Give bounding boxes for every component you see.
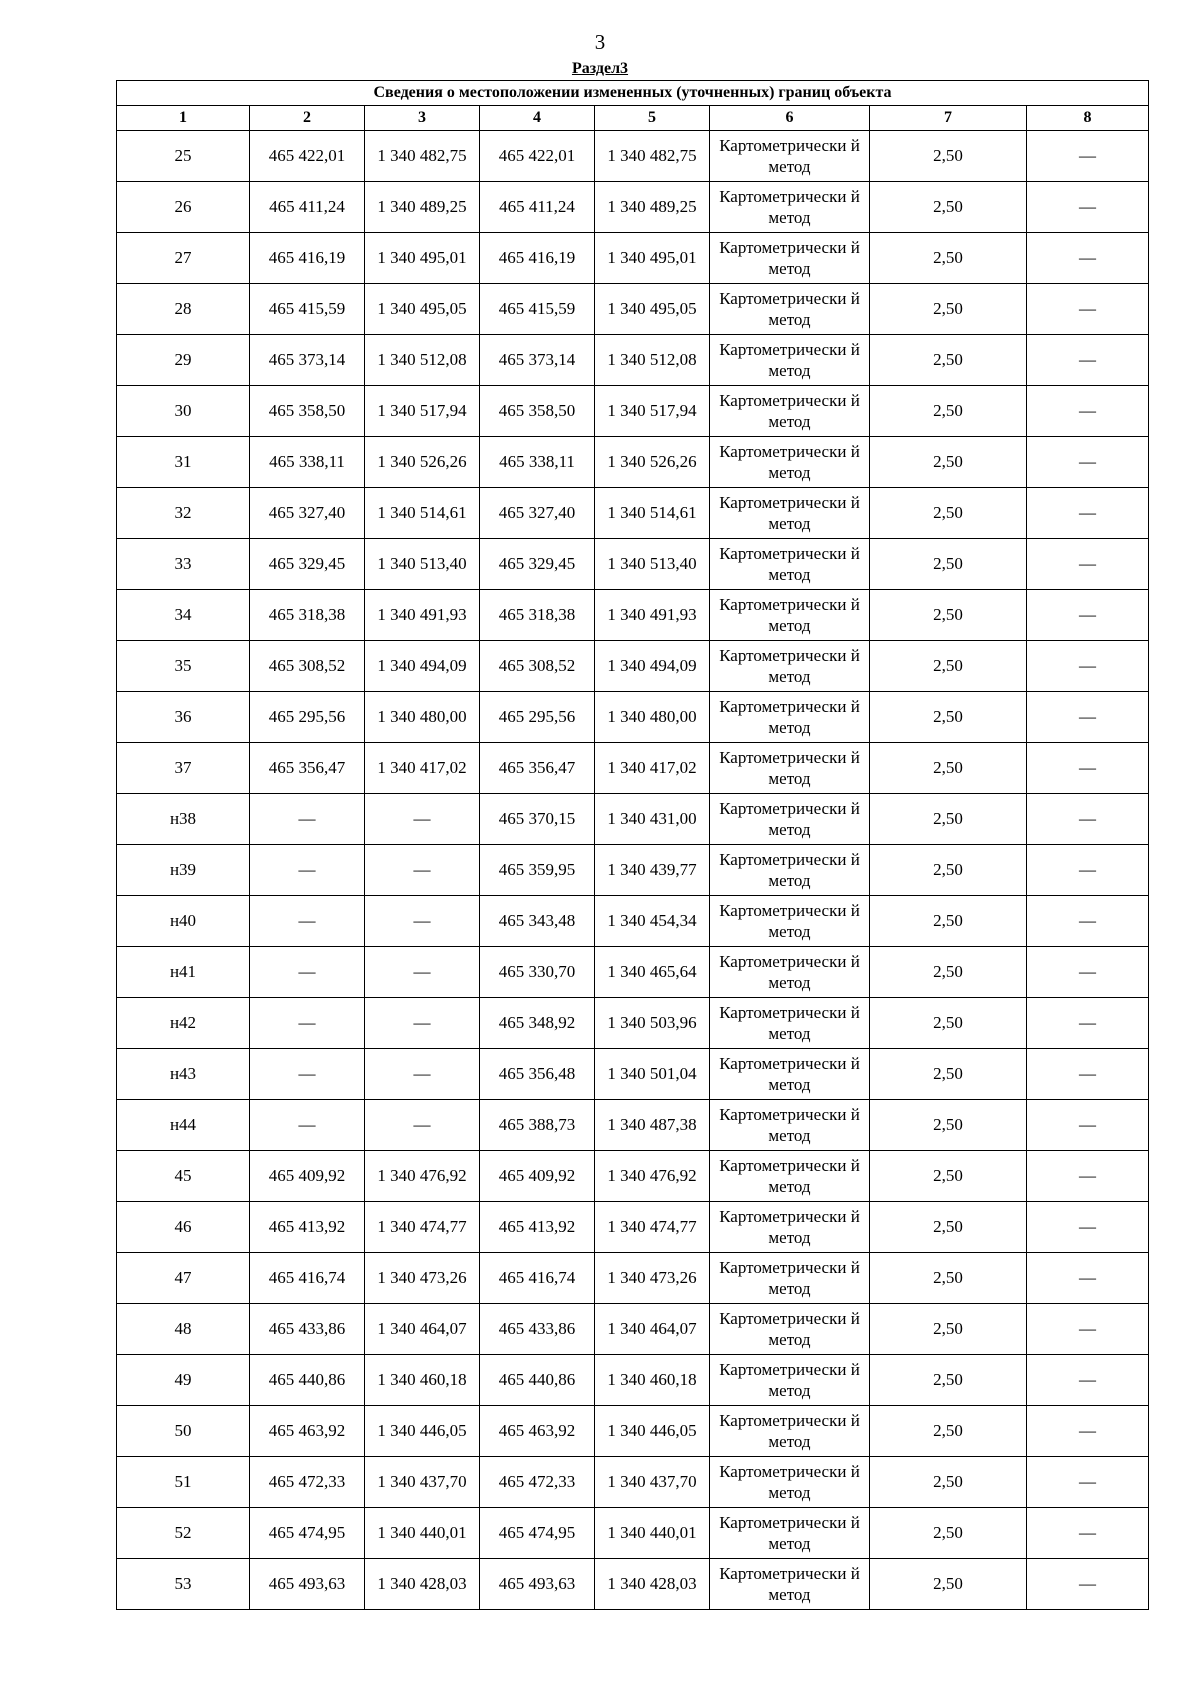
- cell-old-y: 1 340 428,03: [365, 1559, 480, 1610]
- cell-new-x: 465 370,15: [480, 794, 595, 845]
- cell-new-x: 465 308,52: [480, 641, 595, 692]
- cell-description: —: [1027, 1559, 1149, 1610]
- table-row: [117, 1457, 1149, 1508]
- cell-new-x: 465 463,92: [480, 1406, 595, 1457]
- cell-point-number: 53: [117, 1559, 250, 1610]
- cell-method: Картометрически й метод: [710, 1100, 870, 1151]
- table-row: [117, 1151, 1149, 1202]
- cell-point-number: 25: [117, 131, 250, 182]
- cell-method: Картометрически й метод: [710, 1253, 870, 1304]
- cell-method: Картометрически й метод: [710, 1559, 870, 1610]
- cell-method: Картометрически й метод: [710, 1049, 870, 1100]
- cell-old-x: 465 338,11: [250, 437, 365, 488]
- cell-old-y: 1 340 473,26: [365, 1253, 480, 1304]
- table-row: [117, 1406, 1149, 1457]
- cell-description: —: [1027, 437, 1149, 488]
- cell-description: —: [1027, 590, 1149, 641]
- cell-point-number: 30: [117, 386, 250, 437]
- cell-new-x: 465 327,40: [480, 488, 595, 539]
- cell-new-y: 1 340 446,05: [595, 1406, 710, 1457]
- column-number-row: [117, 106, 1149, 131]
- cell-old-x: —: [250, 1049, 365, 1100]
- cell-new-x: 465 472,33: [480, 1457, 595, 1508]
- cell-new-x: 465 388,73: [480, 1100, 595, 1151]
- cell-description: —: [1027, 1355, 1149, 1406]
- cell-new-y: 1 340 513,40: [595, 539, 710, 590]
- cell-point-number: н40: [117, 896, 250, 947]
- cell-new-y: 1 340 526,26: [595, 437, 710, 488]
- cell-description: —: [1027, 896, 1149, 947]
- cell-old-x: —: [250, 947, 365, 998]
- cell-description: —: [1027, 947, 1149, 998]
- table-row: [117, 998, 1149, 1049]
- cell-old-x: 465 474,95: [250, 1508, 365, 1559]
- cell-new-x: 465 359,95: [480, 845, 595, 896]
- table-caption: Сведения о местоположении измененных (уточненных) границ объекта: [117, 81, 1149, 106]
- cell-accuracy: 2,50: [870, 1406, 1027, 1457]
- cell-old-x: 465 358,50: [250, 386, 365, 437]
- cell-old-y: 1 340 514,61: [365, 488, 480, 539]
- cell-description: —: [1027, 182, 1149, 233]
- cell-old-x: 465 416,74: [250, 1253, 365, 1304]
- table-row: [117, 1355, 1149, 1406]
- cell-method: Картометрически й метод: [710, 896, 870, 947]
- cell-accuracy: 2,50: [870, 794, 1027, 845]
- cell-method: Картометрически й метод: [710, 539, 870, 590]
- column-number: 7: [870, 106, 1027, 131]
- cell-point-number: 47: [117, 1253, 250, 1304]
- cell-old-x: 465 295,56: [250, 692, 365, 743]
- table-row: [117, 335, 1149, 386]
- table-row: [117, 743, 1149, 794]
- column-number: 1: [117, 106, 250, 131]
- cell-point-number: 35: [117, 641, 250, 692]
- cell-old-y: 1 340 495,05: [365, 284, 480, 335]
- cell-accuracy: 2,50: [870, 1457, 1027, 1508]
- cell-new-y: 1 340 495,01: [595, 233, 710, 284]
- cell-new-x: 465 373,14: [480, 335, 595, 386]
- cell-method: Картометрически й метод: [710, 437, 870, 488]
- cell-accuracy: 2,50: [870, 1304, 1027, 1355]
- cell-accuracy: 2,50: [870, 641, 1027, 692]
- cell-new-x: 465 409,92: [480, 1151, 595, 1202]
- column-number: 8: [1027, 106, 1149, 131]
- cell-old-y: —: [365, 896, 480, 947]
- cell-new-y: 1 340 517,94: [595, 386, 710, 437]
- cell-old-x: 465 416,19: [250, 233, 365, 284]
- cell-old-x: 465 356,47: [250, 743, 365, 794]
- cell-old-x: 465 463,92: [250, 1406, 365, 1457]
- cell-new-y: 1 340 428,03: [595, 1559, 710, 1610]
- cell-description: —: [1027, 692, 1149, 743]
- table-row: [117, 233, 1149, 284]
- cell-point-number: 31: [117, 437, 250, 488]
- table-caption-row: [117, 81, 1149, 106]
- table-row: [117, 692, 1149, 743]
- cell-accuracy: 2,50: [870, 1151, 1027, 1202]
- cell-method: Картометрически й метод: [710, 182, 870, 233]
- cell-old-y: 1 340 446,05: [365, 1406, 480, 1457]
- cell-point-number: н41: [117, 947, 250, 998]
- cell-description: —: [1027, 641, 1149, 692]
- cell-description: —: [1027, 794, 1149, 845]
- cell-description: —: [1027, 998, 1149, 1049]
- section-title: Раздел3: [571, 60, 629, 77]
- cell-old-x: 465 308,52: [250, 641, 365, 692]
- table-row: [117, 1304, 1149, 1355]
- cell-description: —: [1027, 1457, 1149, 1508]
- cell-old-y: 1 340 437,70: [365, 1457, 480, 1508]
- column-number: 3: [365, 106, 480, 131]
- table-row: [117, 641, 1149, 692]
- cell-method: Картометрически й метод: [710, 590, 870, 641]
- cell-description: —: [1027, 1202, 1149, 1253]
- cell-new-x: 465 474,95: [480, 1508, 595, 1559]
- cell-description: —: [1027, 335, 1149, 386]
- cell-method: Картометрически й метод: [710, 386, 870, 437]
- cell-new-y: 1 340 454,34: [595, 896, 710, 947]
- cell-accuracy: 2,50: [870, 284, 1027, 335]
- table-row: [117, 182, 1149, 233]
- table-row: [117, 794, 1149, 845]
- cell-new-x: 465 433,86: [480, 1304, 595, 1355]
- cell-old-y: —: [365, 794, 480, 845]
- table-row: [117, 131, 1149, 182]
- cell-new-y: 1 340 437,70: [595, 1457, 710, 1508]
- cell-new-x: 465 330,70: [480, 947, 595, 998]
- table-row: [117, 488, 1149, 539]
- cell-method: Картометрически й метод: [710, 947, 870, 998]
- table-row: [117, 1559, 1149, 1610]
- cell-description: —: [1027, 233, 1149, 284]
- cell-accuracy: 2,50: [870, 1355, 1027, 1406]
- cell-description: —: [1027, 743, 1149, 794]
- column-number: 6: [710, 106, 870, 131]
- cell-accuracy: 2,50: [870, 743, 1027, 794]
- cell-method: Картометрически й метод: [710, 1202, 870, 1253]
- cell-accuracy: 2,50: [870, 1100, 1027, 1151]
- table-row: [117, 1253, 1149, 1304]
- table-row: [117, 1202, 1149, 1253]
- cell-old-y: 1 340 489,25: [365, 182, 480, 233]
- cell-method: Картометрически й метод: [710, 1508, 870, 1559]
- cell-point-number: 48: [117, 1304, 250, 1355]
- cell-old-x: —: [250, 1100, 365, 1151]
- cell-new-x: 465 358,50: [480, 386, 595, 437]
- cell-accuracy: 2,50: [870, 488, 1027, 539]
- cell-old-x: 465 415,59: [250, 284, 365, 335]
- cell-old-y: —: [365, 1049, 480, 1100]
- table-row: [117, 947, 1149, 998]
- cell-new-x: 465 422,01: [480, 131, 595, 182]
- cell-old-x: 465 440,86: [250, 1355, 365, 1406]
- cell-point-number: н39: [117, 845, 250, 896]
- table-row: [117, 1100, 1149, 1151]
- cell-old-y: 1 340 474,77: [365, 1202, 480, 1253]
- cell-method: Картометрически й метод: [710, 284, 870, 335]
- cell-new-x: 465 329,45: [480, 539, 595, 590]
- cell-old-x: 465 493,63: [250, 1559, 365, 1610]
- table-row: [117, 590, 1149, 641]
- cell-old-y: 1 340 460,18: [365, 1355, 480, 1406]
- cell-description: —: [1027, 845, 1149, 896]
- cell-new-x: 465 493,63: [480, 1559, 595, 1610]
- cell-accuracy: 2,50: [870, 1049, 1027, 1100]
- cell-old-y: 1 340 440,01: [365, 1508, 480, 1559]
- cell-accuracy: 2,50: [870, 131, 1027, 182]
- cell-new-x: 465 356,47: [480, 743, 595, 794]
- cell-description: —: [1027, 131, 1149, 182]
- cell-point-number: 27: [117, 233, 250, 284]
- cell-method: Картометрически й метод: [710, 488, 870, 539]
- cell-old-y: —: [365, 845, 480, 896]
- table-row: [117, 896, 1149, 947]
- cell-old-y: 1 340 512,08: [365, 335, 480, 386]
- cell-point-number: 26: [117, 182, 250, 233]
- cell-new-y: 1 340 495,05: [595, 284, 710, 335]
- cell-method: Картометрически й метод: [710, 131, 870, 182]
- cell-new-x: 465 440,86: [480, 1355, 595, 1406]
- cell-point-number: 28: [117, 284, 250, 335]
- boundary-coordinates-table: [116, 80, 1149, 1610]
- cell-description: —: [1027, 1049, 1149, 1100]
- cell-old-x: 465 413,92: [250, 1202, 365, 1253]
- cell-new-y: 1 340 482,75: [595, 131, 710, 182]
- column-number: 5: [595, 106, 710, 131]
- cell-old-y: 1 340 494,09: [365, 641, 480, 692]
- cell-new-y: 1 340 494,09: [595, 641, 710, 692]
- cell-point-number: 50: [117, 1406, 250, 1457]
- cell-method: Картометрически й метод: [710, 1406, 870, 1457]
- cell-description: —: [1027, 488, 1149, 539]
- table-row: [117, 1508, 1149, 1559]
- cell-old-x: 465 472,33: [250, 1457, 365, 1508]
- cell-new-y: 1 340 480,00: [595, 692, 710, 743]
- cell-new-y: 1 340 489,25: [595, 182, 710, 233]
- cell-old-y: 1 340 513,40: [365, 539, 480, 590]
- cell-accuracy: 2,50: [870, 1508, 1027, 1559]
- cell-point-number: 46: [117, 1202, 250, 1253]
- cell-new-x: 465 415,59: [480, 284, 595, 335]
- cell-accuracy: 2,50: [870, 539, 1027, 590]
- cell-accuracy: 2,50: [870, 947, 1027, 998]
- cell-accuracy: 2,50: [870, 692, 1027, 743]
- cell-accuracy: 2,50: [870, 335, 1027, 386]
- cell-point-number: н38: [117, 794, 250, 845]
- cell-point-number: 51: [117, 1457, 250, 1508]
- cell-new-x: 465 413,92: [480, 1202, 595, 1253]
- cell-point-number: 33: [117, 539, 250, 590]
- cell-accuracy: 2,50: [870, 896, 1027, 947]
- cell-new-x: 465 338,11: [480, 437, 595, 488]
- cell-old-y: 1 340 491,93: [365, 590, 480, 641]
- cell-old-x: —: [250, 896, 365, 947]
- cell-old-y: 1 340 482,75: [365, 131, 480, 182]
- page-number: 3: [594, 30, 606, 54]
- cell-method: Картометрически й метод: [710, 1151, 870, 1202]
- cell-old-x: 465 422,01: [250, 131, 365, 182]
- cell-method: Картометрически й метод: [710, 1457, 870, 1508]
- cell-new-y: 1 340 460,18: [595, 1355, 710, 1406]
- cell-new-y: 1 340 514,61: [595, 488, 710, 539]
- cell-point-number: 45: [117, 1151, 250, 1202]
- cell-new-y: 1 340 474,77: [595, 1202, 710, 1253]
- cell-new-x: 465 411,24: [480, 182, 595, 233]
- cell-accuracy: 2,50: [870, 182, 1027, 233]
- cell-old-x: 465 327,40: [250, 488, 365, 539]
- cell-point-number: 37: [117, 743, 250, 794]
- cell-old-y: —: [365, 1100, 480, 1151]
- cell-new-y: 1 340 417,02: [595, 743, 710, 794]
- table-body: [117, 131, 1149, 1610]
- cell-new-y: 1 340 487,38: [595, 1100, 710, 1151]
- cell-method: Картометрически й метод: [710, 998, 870, 1049]
- cell-accuracy: 2,50: [870, 590, 1027, 641]
- cell-method: Картометрически й метод: [710, 1355, 870, 1406]
- cell-old-y: 1 340 526,26: [365, 437, 480, 488]
- cell-accuracy: 2,50: [870, 998, 1027, 1049]
- cell-old-x: 465 409,92: [250, 1151, 365, 1202]
- cell-new-x: 465 318,38: [480, 590, 595, 641]
- cell-method: Картометрически й метод: [710, 845, 870, 896]
- cell-description: —: [1027, 386, 1149, 437]
- cell-new-x: 465 295,56: [480, 692, 595, 743]
- cell-method: Картометрически й метод: [710, 641, 870, 692]
- cell-point-number: 52: [117, 1508, 250, 1559]
- cell-description: —: [1027, 1508, 1149, 1559]
- cell-point-number: 49: [117, 1355, 250, 1406]
- cell-new-y: 1 340 439,77: [595, 845, 710, 896]
- cell-old-y: 1 340 476,92: [365, 1151, 480, 1202]
- cell-description: —: [1027, 1253, 1149, 1304]
- cell-old-y: 1 340 464,07: [365, 1304, 480, 1355]
- cell-description: —: [1027, 1100, 1149, 1151]
- cell-method: Картометрически й метод: [710, 1304, 870, 1355]
- cell-new-y: 1 340 503,96: [595, 998, 710, 1049]
- cell-old-y: —: [365, 947, 480, 998]
- cell-method: Картометрически й метод: [710, 335, 870, 386]
- cell-method: Картометрически й метод: [710, 692, 870, 743]
- cell-new-x: 465 348,92: [480, 998, 595, 1049]
- cell-old-x: 465 411,24: [250, 182, 365, 233]
- cell-new-x: 465 343,48: [480, 896, 595, 947]
- cell-accuracy: 2,50: [870, 1253, 1027, 1304]
- table-row: [117, 539, 1149, 590]
- cell-old-x: 465 318,38: [250, 590, 365, 641]
- cell-accuracy: 2,50: [870, 386, 1027, 437]
- cell-method: Картометрически й метод: [710, 794, 870, 845]
- cell-new-y: 1 340 440,01: [595, 1508, 710, 1559]
- cell-accuracy: 2,50: [870, 1559, 1027, 1610]
- cell-old-y: 1 340 480,00: [365, 692, 480, 743]
- cell-new-y: 1 340 491,93: [595, 590, 710, 641]
- cell-point-number: н42: [117, 998, 250, 1049]
- cell-new-y: 1 340 464,07: [595, 1304, 710, 1355]
- cell-old-y: 1 340 517,94: [365, 386, 480, 437]
- cell-accuracy: 2,50: [870, 1202, 1027, 1253]
- cell-description: —: [1027, 1151, 1149, 1202]
- cell-description: —: [1027, 539, 1149, 590]
- column-number: 4: [480, 106, 595, 131]
- cell-old-x: —: [250, 845, 365, 896]
- cell-new-x: 465 416,74: [480, 1253, 595, 1304]
- cell-accuracy: 2,50: [870, 845, 1027, 896]
- cell-old-x: 465 329,45: [250, 539, 365, 590]
- cell-description: —: [1027, 1304, 1149, 1355]
- table-row: [117, 386, 1149, 437]
- cell-accuracy: 2,50: [870, 437, 1027, 488]
- column-number: 2: [250, 106, 365, 131]
- cell-old-y: —: [365, 998, 480, 1049]
- cell-accuracy: 2,50: [870, 233, 1027, 284]
- cell-point-number: 29: [117, 335, 250, 386]
- cell-description: —: [1027, 284, 1149, 335]
- table-row: [117, 1049, 1149, 1100]
- cell-new-x: 465 356,48: [480, 1049, 595, 1100]
- cell-new-y: 1 340 431,00: [595, 794, 710, 845]
- cell-point-number: н43: [117, 1049, 250, 1100]
- cell-new-y: 1 340 476,92: [595, 1151, 710, 1202]
- cell-old-x: —: [250, 794, 365, 845]
- cell-new-y: 1 340 512,08: [595, 335, 710, 386]
- cell-method: Картометрически й метод: [710, 233, 870, 284]
- cell-new-y: 1 340 473,26: [595, 1253, 710, 1304]
- cell-old-x: —: [250, 998, 365, 1049]
- cell-old-y: 1 340 495,01: [365, 233, 480, 284]
- cell-old-x: 465 373,14: [250, 335, 365, 386]
- cell-point-number: 32: [117, 488, 250, 539]
- cell-point-number: н44: [117, 1100, 250, 1151]
- cell-description: —: [1027, 1406, 1149, 1457]
- cell-old-x: 465 433,86: [250, 1304, 365, 1355]
- cell-new-y: 1 340 465,64: [595, 947, 710, 998]
- table-row: [117, 437, 1149, 488]
- cell-method: Картометрически й метод: [710, 743, 870, 794]
- cell-new-x: 465 416,19: [480, 233, 595, 284]
- cell-old-y: 1 340 417,02: [365, 743, 480, 794]
- table-row: [117, 845, 1149, 896]
- table-row: [117, 284, 1149, 335]
- cell-point-number: 34: [117, 590, 250, 641]
- cell-point-number: 36: [117, 692, 250, 743]
- cell-new-y: 1 340 501,04: [595, 1049, 710, 1100]
